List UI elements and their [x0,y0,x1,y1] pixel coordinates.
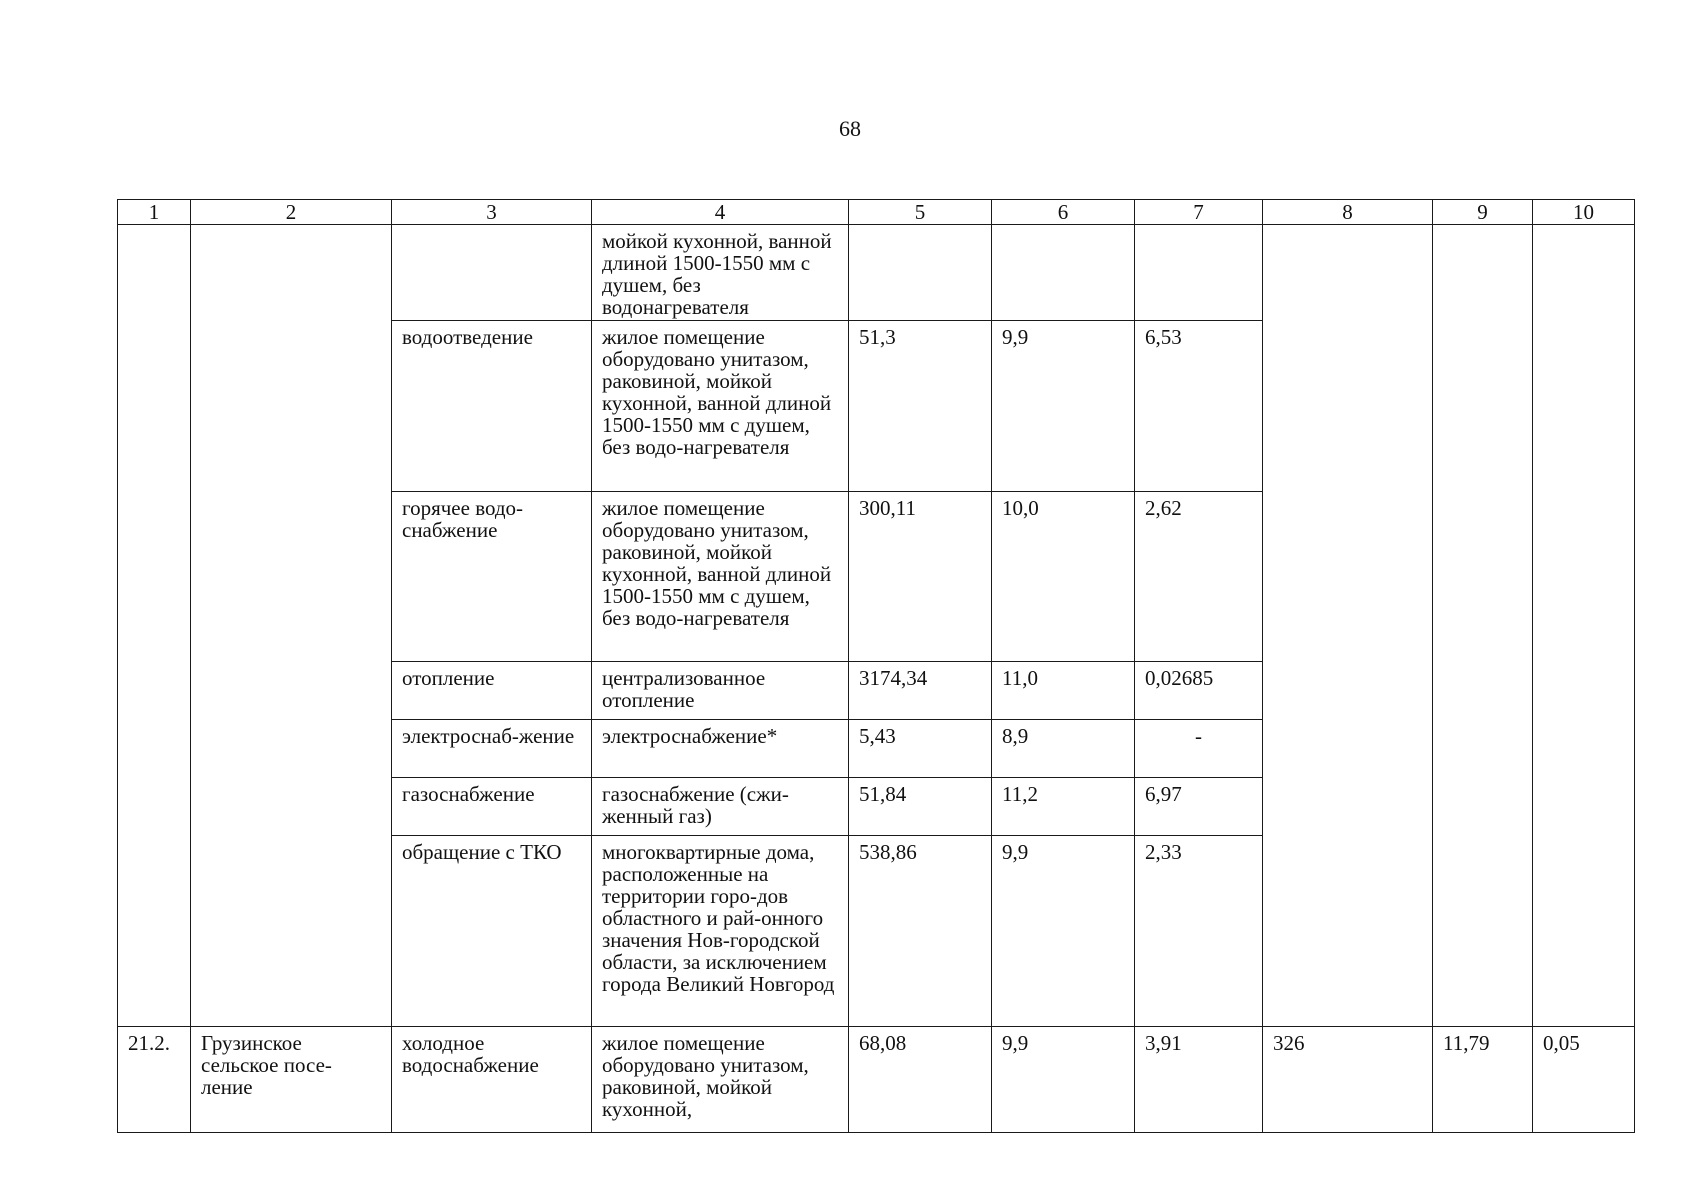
row-number-cell: 21.2. [118,1027,191,1133]
service-cell: водоотведение [392,321,592,492]
value-cell-6: 9,9 [992,321,1135,492]
column-number: 6 [992,200,1135,225]
column-number: 9 [1433,200,1533,225]
value-cell-8 [1263,225,1433,1027]
value-cell-6: 11,2 [992,778,1135,836]
value-cell-7 [1135,225,1263,321]
description-cell: жилое помещение оборудовано унитазом, раковиной, мойкой кухонной, ванной длиной 1500-1550 мм с душем, без водо-нагревателя [592,492,849,662]
value-cell-7: 2,62 [1135,492,1263,662]
column-number: 5 [849,200,992,225]
column-number: 2 [191,200,392,225]
value-cell-6 [992,225,1135,321]
service-cell: отопление [392,662,592,720]
page-number: 68 [839,116,861,141]
column-number: 4 [592,200,849,225]
value-cell-5: 51,84 [849,778,992,836]
value-cell-7: 2,33 [1135,836,1263,1027]
value-cell-5 [849,225,992,321]
service-cell: горячее водо-снабжение [392,492,592,662]
value-cell-6: 9,9 [992,1027,1135,1133]
column-number: 10 [1533,200,1635,225]
tariff-table [117,199,1635,1133]
table-row [118,1027,1635,1133]
value-cell-6: 10,0 [992,492,1135,662]
value-cell-5: 3174,34 [849,662,992,720]
description-cell: газоснабжение (сжи-женный газ) [592,778,849,836]
service-cell [392,225,592,321]
description-cell: жилое помещение оборудовано унитазом, раковиной, мойкой кухонной, ванной длиной 1500-1550 мм с душем, без водо-нагревателя [592,321,849,492]
service-cell: газоснабжение [392,778,592,836]
description-cell: электроснабжение* [592,720,849,778]
column-number: 7 [1135,200,1263,225]
value-cell-6: 8,9 [992,720,1135,778]
value-cell-6: 9,9 [992,836,1135,1027]
value-cell-7: - [1135,720,1263,778]
column-number-row [118,200,1635,225]
value-cell-5: 300,11 [849,492,992,662]
column-number: 3 [392,200,592,225]
description-cell: централизованное отопление [592,662,849,720]
value-cell-7: 6,97 [1135,778,1263,836]
value-cell-5: 51,3 [849,321,992,492]
description-cell: многоквартирные дома, расположенные на территории горо-дов областного и рай-онного значения Нов-городской области, за исключением города Великий Новгород [592,836,849,1027]
column-number: 1 [118,200,191,225]
value-cell-5: 68,08 [849,1027,992,1133]
service-cell: электроснаб-жение [392,720,592,778]
service-cell: холодное водоснабжение [392,1027,592,1133]
description-cell: мойкой кухонной, ванной длиной 1500-1550 мм с душем, без водонагревателя [592,225,849,321]
value-cell-6: 11,0 [992,662,1135,720]
value-cell-5: 5,43 [849,720,992,778]
value-cell-7: 6,53 [1135,321,1263,492]
value-cell-7: 0,02685 [1135,662,1263,720]
row-number-cell [118,225,191,1027]
table-row [118,225,1635,321]
value-cell-8: 326 [1263,1027,1433,1133]
settlement-cell [191,225,392,1027]
description-cell: жилое помещение оборудовано унитазом, раковиной, мойкой кухонной, [592,1027,849,1133]
service-cell: обращение с ТКО [392,836,592,1027]
value-cell-5: 538,86 [849,836,992,1027]
value-cell-7: 3,91 [1135,1027,1263,1133]
value-cell-9 [1433,225,1533,1027]
value-cell-10: 0,05 [1533,1027,1635,1133]
column-number: 8 [1263,200,1433,225]
value-cell-9: 11,79 [1433,1027,1533,1133]
value-cell-10 [1533,225,1635,1027]
settlement-cell: Грузинское сельское посе-ление [191,1027,392,1133]
